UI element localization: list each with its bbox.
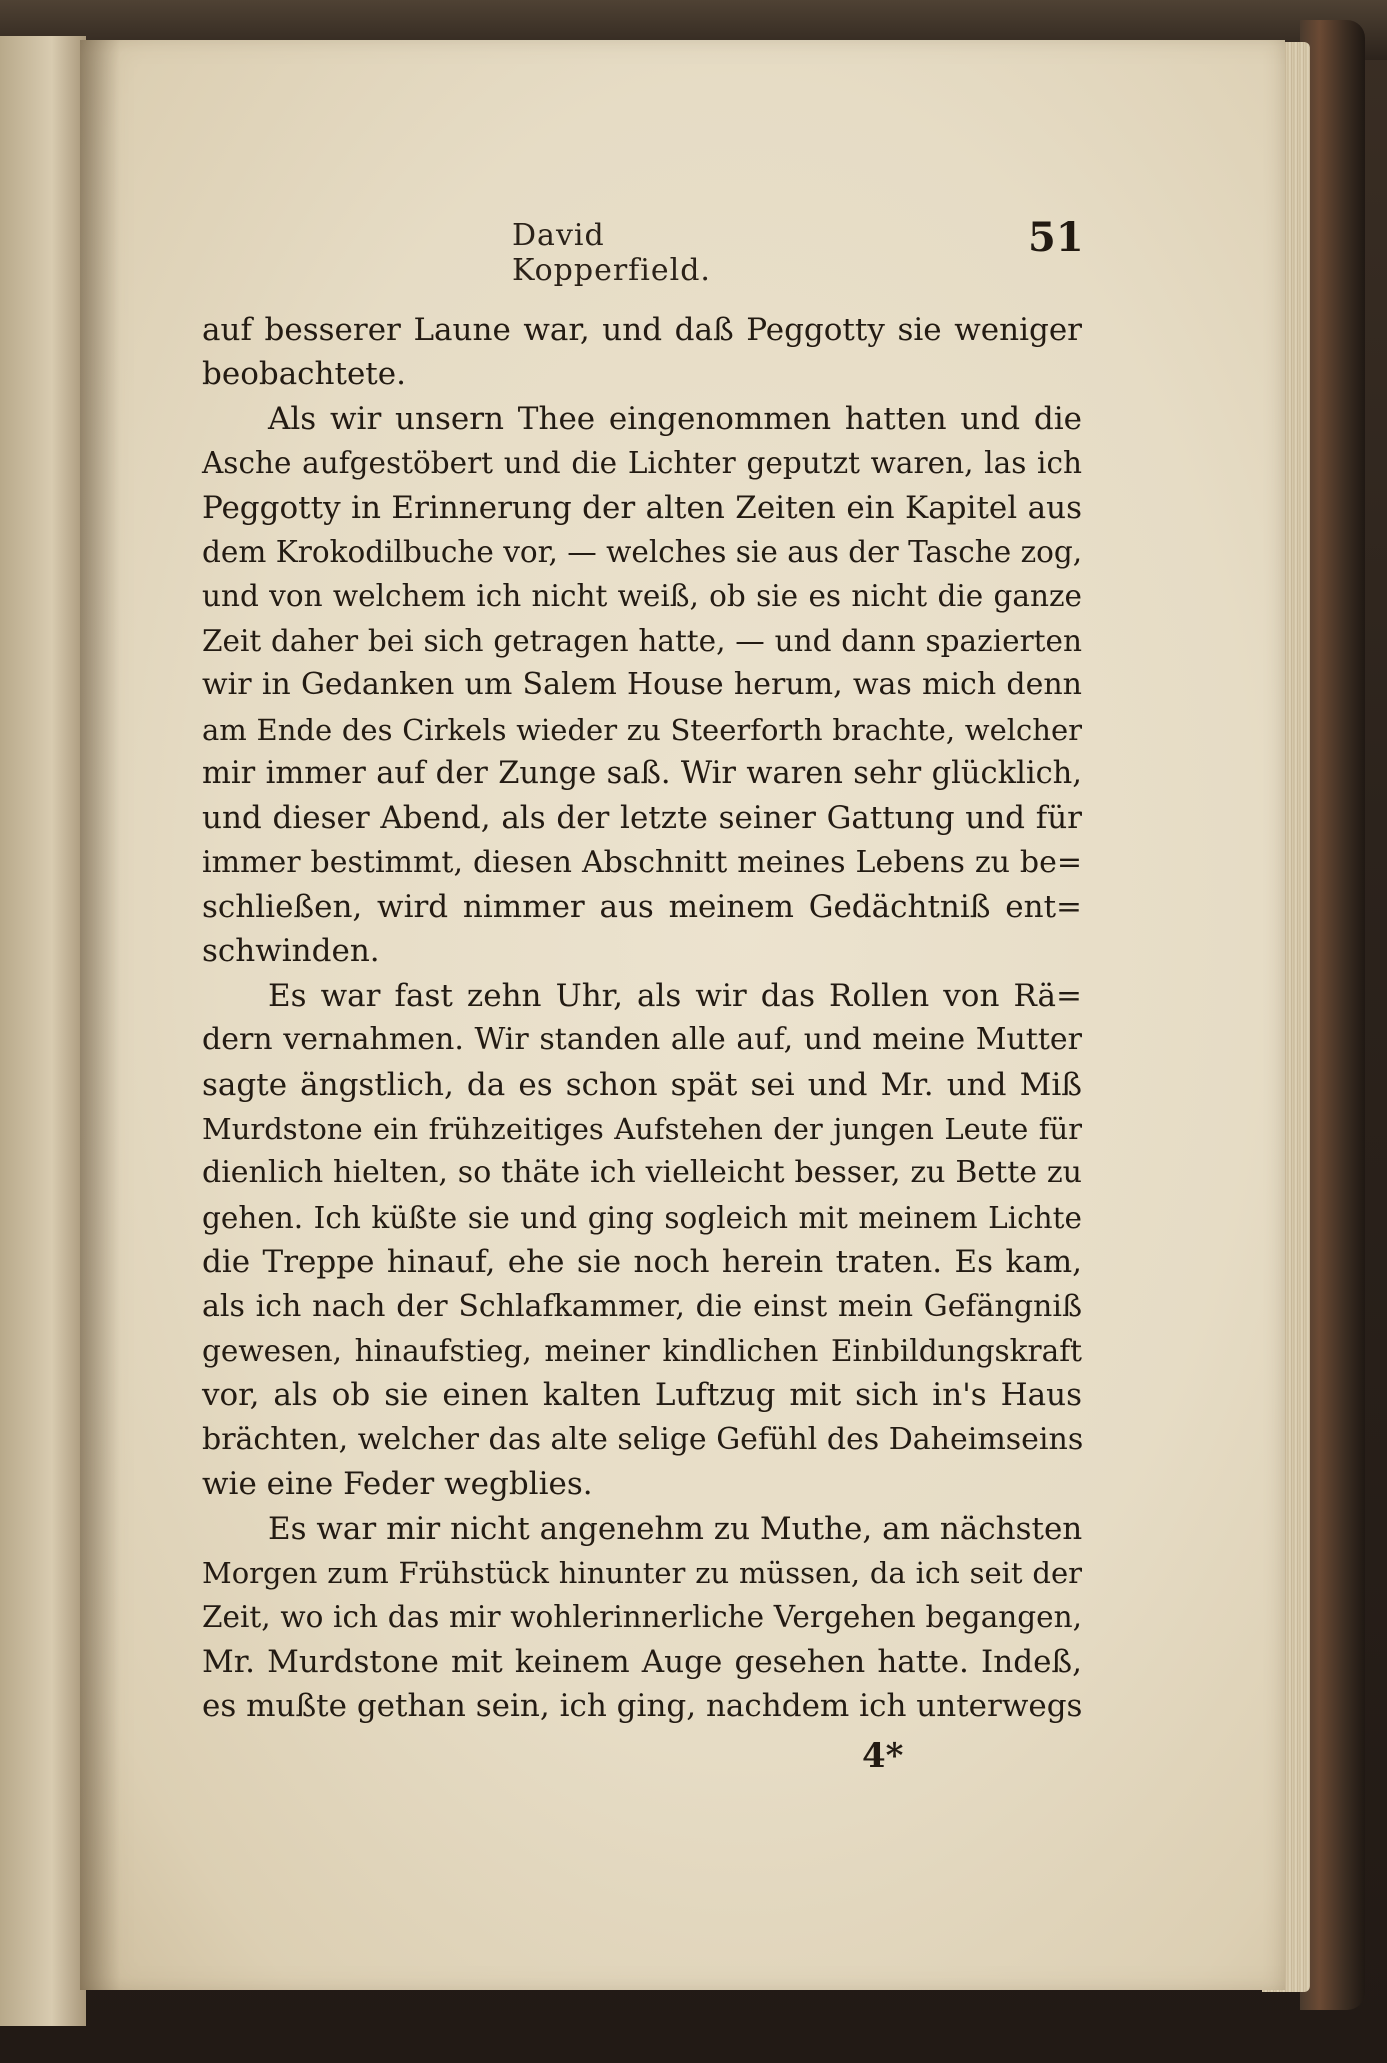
text-line: Peggotty in Erinnerung der alten Zeiten ein Kapitel aus [202, 489, 1082, 526]
text-line: Morgen zum Frühstück hinunter zu müssen, da ich seit der [202, 1555, 1082, 1590]
text-line: als ich nach der Schlafkammer, die einst mein Gefängniß [202, 1288, 1082, 1324]
text-line: Asche aufgestöbert und die Lichter geputzt waren, las ich [202, 446, 1082, 481]
signature-mark: 4* [862, 1736, 904, 1776]
running-head [0, 214, 1387, 288]
text-line: Es war fast zehn Uhr, als wir das Rollen von Rä= [268, 977, 1082, 1014]
text-line: die Treppe hinauf, ehe sie noch herein traten. Es kam, [202, 1244, 1082, 1281]
text-line: dern vernahmen. Wir standen alle auf, und meine Mutter [202, 1022, 1082, 1058]
text-line: Es war mir nicht angenehm zu Muthe, am nächsten [268, 1510, 1083, 1547]
text-line: Als wir unsern Thee eingenommen hatten und die [268, 400, 1082, 437]
text-line: und dieser Abend, als der letzte seiner Gattung und für [202, 800, 1082, 837]
facing-page-sliver [0, 36, 86, 2026]
text-line: dem Krokodilbuche vor, — welches sie aus der Tasche zog, [202, 534, 1083, 569]
page-number: 51 [1028, 214, 1084, 261]
running-title: David Kopperfield. [512, 218, 711, 288]
text-line: am Ende des Cirkels wieder zu Steerforth brachte, welcher [202, 712, 1082, 747]
text-line: mir immer auf der Zunge saß. Wir waren sehr glücklich, [202, 755, 1082, 791]
text-line: und von welchem ich nicht weiß, ob sie es nicht die ganze [202, 579, 1082, 614]
text-line: Murdstone ein frühzeitiges Aufstehen der jungen Leute für [202, 1112, 1082, 1147]
text-line: dienlich hielten, so thäte ich vielleicht besser, zu Bette zu [202, 1155, 1082, 1191]
body-text [202, 308, 1082, 1729]
text-line: gehen. Ich küßte sie und ging sogleich mit meinem Lichte [202, 1200, 1082, 1235]
text-line: schließen, wird nimmer aus meinem Gedächtniß ent= [202, 889, 1082, 926]
text-line: auf besserer Laune war, und daß Peggotty sie weniger [202, 312, 1082, 348]
text-line: wir in Gedanken um Salem House herum, was mich denn [202, 667, 1082, 703]
text-line: Zeit daher bei sich getragen hatte, — und dann spazierten [202, 623, 1082, 658]
text-line: Mr. Murdstone mit keinem Auge gesehen hatte. Indeß, [202, 1643, 1082, 1680]
text-line: vor, als ob sie einen kalten Luftzug mit sich in's Haus [202, 1377, 1082, 1414]
text-line: Zeit, wo ich das mir wohlerinnerliche Vergehen begangen, [202, 1600, 1082, 1635]
text-line: es mußte gethan sein, ich ging, nachdem ich unterwegs [202, 1688, 1083, 1725]
text-line: brächten, welcher das alte selige Gefühl des Daheimseins [202, 1421, 1084, 1457]
text-line: wie eine Feder wegblies. [202, 1466, 593, 1503]
text-line: sagte ängstlich, da es schon spät sei und Mr. und Miß [202, 1066, 1082, 1103]
text-line: schwinden. [202, 933, 380, 970]
text-line: gewesen, hinaufstieg, meiner kindlichen Einbildungskraft [202, 1333, 1082, 1368]
gutter-shadow [80, 40, 120, 1990]
text-line: immer bestimmt, diesen Abschnitt meines Lebens zu be= [202, 844, 1082, 880]
text-line: beobachtete. [202, 356, 406, 393]
